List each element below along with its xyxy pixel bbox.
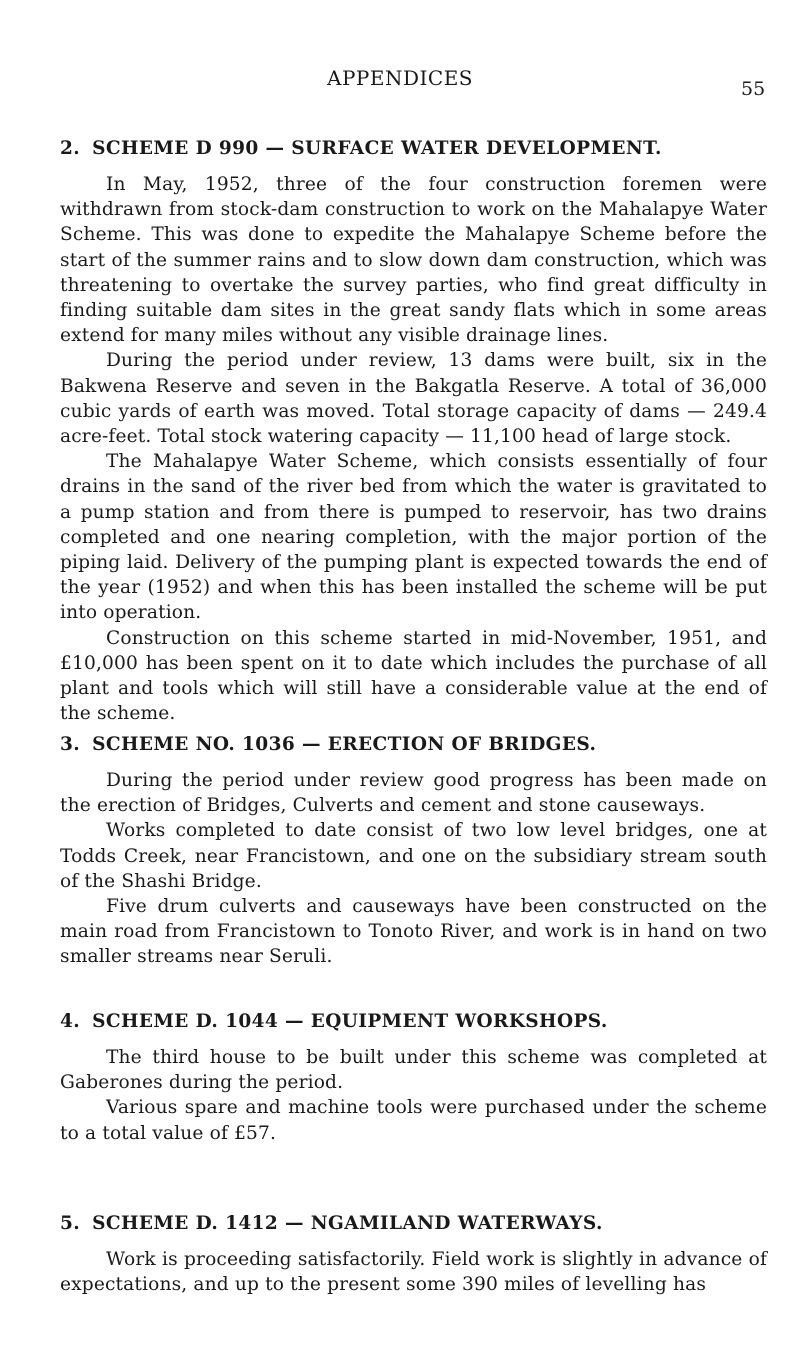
section-number: 5.: [60, 1213, 81, 1234]
section-scheme-1036: [60, 734, 767, 970]
section-heading: [60, 734, 767, 755]
section-heading: [60, 138, 767, 159]
section-scheme-d-1412: [60, 1213, 767, 1297]
running-title: APPENDICES: [327, 66, 473, 90]
section-title: SCHEME D. 1044 — EQUIPMENT WORKSHOPS.: [92, 1011, 608, 1032]
paragraph: Five drum culverts and causeways have been constructed on the main road from Francistown to Tonoto River, and work is in hand on two smaller streams near Seruli.: [60, 896, 767, 968]
paragraph: During the period under review good progress has been made on the erection of Bridges, Culverts and cement and stone causeways.: [60, 770, 767, 817]
paragraph: During the period under review, 13 dams were built, six in the Bakwena Reserve and seven in the Bakgatla Reserve. A total of 36,000 cubic yards of earth was moved. Total storage capacity of dams — 249.4 acre-feet. Total stock watering capacity — 11,100 head of large stock.: [60, 350, 767, 448]
section-title: SCHEME D. 1412 — NGAMILAND WATERWAYS.: [92, 1213, 603, 1234]
paragraph: Work is proceeding satisfactorily. Field work is slightly in advance of expectations, and up to the present some 390 miles of levelling has: [60, 1249, 767, 1296]
section-number: 3.: [60, 734, 81, 755]
paragraph: Various spare and machine tools were purchased under the scheme to a total value of £57.: [60, 1097, 767, 1144]
paragraph: Works completed to date consist of two low level bridges, one at Todds Creek, near Francistown, and one on the subsidiary stream south of the Shashi Bridge.: [60, 820, 767, 892]
section-title: SCHEME D 990 — SURFACE WATER DEVELOPMENT.: [92, 138, 662, 159]
section-number: 4.: [60, 1011, 81, 1032]
section-scheme-d-990: [60, 138, 767, 726]
section-heading: [60, 1011, 767, 1032]
section-scheme-d-1044: [60, 1011, 767, 1146]
section-title: SCHEME NO. 1036 — ERECTION OF BRIDGES.: [92, 734, 597, 755]
section-heading: [60, 1213, 767, 1234]
paragraph: The Mahalapye Water Scheme, which consists essentially of four drains in the sand of the river bed from which the water is gravitated to a pump station and from there is pumped to reservoir, has two drains completed and one nearing completion, with the major portion of the piping laid. Delivery of the pumping plant is expected towards the end of the year (1952) and when this has been installed the scheme will be put into operation.: [60, 451, 767, 624]
page-number: 55: [741, 78, 766, 100]
paragraph: Construction on this scheme started in mid-November, 1951, and £10,000 has been spent on it to date which includes the purchase of all plant and tools which will still have a considerable value at the end of the scheme.: [60, 627, 767, 725]
paragraph: The third house to be built under this scheme was completed at Gaberones during the period.: [60, 1047, 767, 1094]
paragraph: In May, 1952, three of the four construction foremen were withdrawn from stock-dam construction to work on the Mahalapye Water Scheme. This was done to expedite the Mahalapye Scheme before the start of the summer rains and to slow down dam construction, which was threatening to overtake the survey parties, who find great difficulty in finding suitable dam sites in the great sandy flats which in some areas extend for many miles without any visible drainage lines.: [60, 174, 767, 347]
section-number: 2.: [60, 138, 81, 159]
